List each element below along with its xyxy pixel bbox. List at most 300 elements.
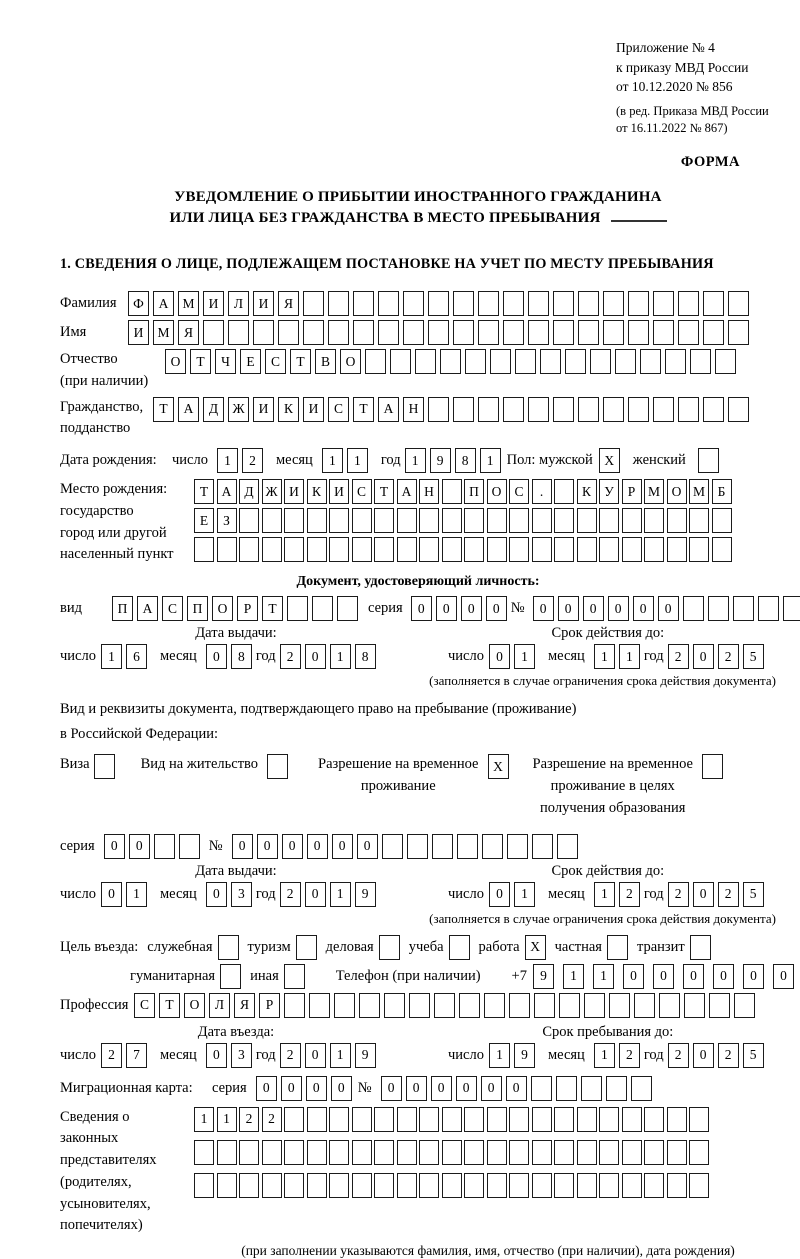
char-box[interactable] xyxy=(309,993,330,1018)
char-box[interactable] xyxy=(528,397,549,422)
char-box[interactable]: К xyxy=(278,397,299,422)
char-box[interactable] xyxy=(194,1173,214,1198)
char-box[interactable]: Т xyxy=(190,349,211,374)
char-box[interactable] xyxy=(556,1076,577,1101)
char-box[interactable] xyxy=(442,1173,462,1198)
char-box[interactable] xyxy=(440,349,461,374)
char-box[interactable]: А xyxy=(153,291,174,316)
stay-month-input[interactable] xyxy=(594,1043,644,1068)
char-box[interactable]: Д xyxy=(239,479,259,504)
char-box[interactable] xyxy=(599,537,619,562)
stay-year-input[interactable] xyxy=(668,1043,768,1068)
char-box[interactable] xyxy=(365,349,386,374)
char-box[interactable]: 1 xyxy=(347,448,368,473)
char-box[interactable] xyxy=(253,320,274,345)
citizenship-input[interactable] xyxy=(153,397,753,422)
char-box[interactable]: 0 xyxy=(693,1043,714,1068)
char-box[interactable]: П xyxy=(464,479,484,504)
char-box[interactable]: 8 xyxy=(355,644,376,669)
char-box[interactable]: О xyxy=(667,479,687,504)
char-box[interactable]: 0 xyxy=(206,1043,227,1068)
birthplace-line2-input[interactable] xyxy=(194,508,734,533)
char-box[interactable]: 1 xyxy=(489,1043,510,1068)
purpose-transit-checkbox[interactable] xyxy=(690,935,711,960)
char-box[interactable] xyxy=(478,320,499,345)
char-box[interactable] xyxy=(329,537,349,562)
char-box[interactable]: 1 xyxy=(594,1043,615,1068)
char-box[interactable] xyxy=(644,1140,664,1165)
char-box[interactable] xyxy=(428,397,449,422)
char-box[interactable] xyxy=(487,508,507,533)
char-box[interactable] xyxy=(708,596,729,621)
birth-day-input[interactable] xyxy=(217,448,267,473)
char-box[interactable] xyxy=(703,320,724,345)
char-box[interactable] xyxy=(484,993,505,1018)
char-box[interactable] xyxy=(554,1107,574,1132)
char-box[interactable] xyxy=(419,508,439,533)
char-box[interactable]: Б xyxy=(712,479,732,504)
char-box[interactable]: 2 xyxy=(619,1043,640,1068)
char-box[interactable]: 9 xyxy=(355,882,376,907)
char-box[interactable] xyxy=(374,1173,394,1198)
char-box[interactable]: 1 xyxy=(330,882,351,907)
char-box[interactable]: 2 xyxy=(239,1107,259,1132)
char-box[interactable] xyxy=(653,291,674,316)
char-box[interactable] xyxy=(599,1107,619,1132)
char-box[interactable] xyxy=(374,1140,394,1165)
char-box[interactable]: 0 xyxy=(104,834,125,859)
char-box[interactable] xyxy=(599,508,619,533)
char-box[interactable]: 0 xyxy=(456,1076,477,1101)
char-box[interactable] xyxy=(689,508,709,533)
char-box[interactable] xyxy=(515,349,536,374)
char-box[interactable] xyxy=(503,291,524,316)
char-box[interactable] xyxy=(490,349,511,374)
doc-type-input[interactable] xyxy=(112,596,362,621)
char-box[interactable] xyxy=(615,349,636,374)
char-box[interactable] xyxy=(384,993,405,1018)
char-box[interactable] xyxy=(353,291,374,316)
char-box[interactable] xyxy=(734,993,755,1018)
char-box[interactable] xyxy=(603,291,624,316)
char-box[interactable] xyxy=(578,291,599,316)
char-box[interactable]: 5 xyxy=(743,644,764,669)
char-box[interactable] xyxy=(312,596,333,621)
char-box[interactable] xyxy=(487,1173,507,1198)
visa-checkbox[interactable] xyxy=(94,754,115,779)
char-box[interactable] xyxy=(689,537,709,562)
char-box[interactable]: 0 xyxy=(431,1076,452,1101)
char-box[interactable] xyxy=(684,993,705,1018)
char-box[interactable]: 2 xyxy=(280,644,301,669)
char-box[interactable] xyxy=(329,1140,349,1165)
char-box[interactable] xyxy=(509,1107,529,1132)
char-box[interactable] xyxy=(712,537,732,562)
char-box[interactable]: Р xyxy=(622,479,642,504)
char-box[interactable] xyxy=(453,320,474,345)
doc-seriya-input[interactable] xyxy=(411,596,511,621)
char-box[interactable] xyxy=(442,1140,462,1165)
char-box[interactable]: Ф xyxy=(128,291,149,316)
char-box[interactable] xyxy=(532,834,553,859)
char-box[interactable] xyxy=(359,993,380,1018)
char-box[interactable]: 2 xyxy=(668,644,689,669)
char-box[interactable] xyxy=(284,1107,304,1132)
char-box[interactable] xyxy=(509,993,530,1018)
char-box[interactable]: 2 xyxy=(718,882,739,907)
char-box[interactable]: 7 xyxy=(126,1043,147,1068)
char-box[interactable]: 0 xyxy=(206,644,227,669)
char-box[interactable]: П xyxy=(187,596,208,621)
char-box[interactable]: 1 xyxy=(563,964,584,989)
char-box[interactable]: 1 xyxy=(514,644,535,669)
char-box[interactable] xyxy=(609,993,630,1018)
char-box[interactable]: 2 xyxy=(619,882,640,907)
char-box[interactable]: . xyxy=(532,479,552,504)
char-box[interactable] xyxy=(703,291,724,316)
surname-input[interactable] xyxy=(128,291,753,316)
char-box[interactable] xyxy=(352,508,372,533)
char-box[interactable] xyxy=(590,349,611,374)
entry-day-input[interactable] xyxy=(101,1043,151,1068)
char-box[interactable]: 1 xyxy=(593,964,614,989)
char-box[interactable] xyxy=(703,397,724,422)
char-box[interactable]: В xyxy=(315,349,336,374)
char-box[interactable]: 9 xyxy=(533,964,554,989)
char-box[interactable] xyxy=(353,320,374,345)
char-box[interactable]: О xyxy=(487,479,507,504)
char-box[interactable] xyxy=(352,1107,372,1132)
char-box[interactable] xyxy=(509,1140,529,1165)
char-box[interactable] xyxy=(758,596,779,621)
char-box[interactable] xyxy=(478,397,499,422)
char-box[interactable]: Т xyxy=(153,397,174,422)
char-box[interactable] xyxy=(712,508,732,533)
char-box[interactable]: 0 xyxy=(406,1076,427,1101)
char-box[interactable]: 0 xyxy=(653,964,674,989)
char-box[interactable]: И xyxy=(284,479,304,504)
char-box[interactable] xyxy=(554,537,574,562)
entry-month-input[interactable] xyxy=(206,1043,256,1068)
char-box[interactable] xyxy=(307,537,327,562)
char-box[interactable] xyxy=(217,537,237,562)
char-box[interactable] xyxy=(415,349,436,374)
char-box[interactable] xyxy=(278,320,299,345)
sex-male-checkbox[interactable]: X xyxy=(599,448,620,473)
char-box[interactable]: Ж xyxy=(228,397,249,422)
char-box[interactable]: Н xyxy=(419,479,439,504)
purpose-study-checkbox[interactable] xyxy=(449,935,470,960)
char-box[interactable] xyxy=(352,1173,372,1198)
char-box[interactable] xyxy=(667,508,687,533)
char-box[interactable]: 1 xyxy=(405,448,426,473)
char-box[interactable] xyxy=(419,537,439,562)
char-box[interactable]: 1 xyxy=(126,882,147,907)
char-box[interactable]: 0 xyxy=(633,596,654,621)
char-box[interactable] xyxy=(554,508,574,533)
char-box[interactable]: 0 xyxy=(332,834,353,859)
char-box[interactable]: О xyxy=(184,993,205,1018)
char-box[interactable] xyxy=(397,537,417,562)
char-box[interactable] xyxy=(565,349,586,374)
char-box[interactable]: К xyxy=(577,479,597,504)
mc-no-input[interactable] xyxy=(381,1076,656,1101)
char-box[interactable] xyxy=(606,1076,627,1101)
char-box[interactable] xyxy=(434,993,455,1018)
purpose-official-checkbox[interactable] xyxy=(218,935,239,960)
char-box[interactable]: Ч xyxy=(215,349,236,374)
char-box[interactable] xyxy=(329,1107,349,1132)
birthplace-line3-input[interactable] xyxy=(194,537,734,562)
char-box[interactable] xyxy=(464,1140,484,1165)
char-box[interactable]: 0 xyxy=(506,1076,527,1101)
resid-issue-day-input[interactable] xyxy=(101,882,151,907)
char-box[interactable]: Ж xyxy=(262,479,282,504)
char-box[interactable] xyxy=(352,1140,372,1165)
char-box[interactable]: 1 xyxy=(594,882,615,907)
char-box[interactable] xyxy=(578,320,599,345)
char-box[interactable] xyxy=(397,1107,417,1132)
resid-no-input[interactable] xyxy=(232,834,582,859)
legal-line1-input[interactable] xyxy=(194,1107,712,1132)
char-box[interactable] xyxy=(352,537,372,562)
char-box[interactable]: 0 xyxy=(129,834,150,859)
char-box[interactable]: 0 xyxy=(533,596,554,621)
char-box[interactable] xyxy=(284,1140,304,1165)
char-box[interactable] xyxy=(667,1173,687,1198)
char-box[interactable] xyxy=(194,537,214,562)
char-box[interactable] xyxy=(599,1140,619,1165)
char-box[interactable] xyxy=(503,320,524,345)
char-box[interactable]: 0 xyxy=(357,834,378,859)
char-box[interactable] xyxy=(328,320,349,345)
char-box[interactable]: М xyxy=(644,479,664,504)
char-box[interactable] xyxy=(622,537,642,562)
char-box[interactable]: Т xyxy=(194,479,214,504)
char-box[interactable]: 0 xyxy=(713,964,734,989)
char-box[interactable]: 0 xyxy=(305,644,326,669)
char-box[interactable]: 0 xyxy=(608,596,629,621)
char-box[interactable]: А xyxy=(217,479,237,504)
char-box[interactable] xyxy=(307,508,327,533)
char-box[interactable] xyxy=(783,596,800,621)
char-box[interactable] xyxy=(303,291,324,316)
char-box[interactable] xyxy=(728,397,749,422)
char-box[interactable] xyxy=(378,320,399,345)
char-box[interactable]: 1 xyxy=(217,448,238,473)
char-box[interactable] xyxy=(603,397,624,422)
char-box[interactable]: 2 xyxy=(101,1043,122,1068)
char-box[interactable]: 0 xyxy=(773,964,794,989)
char-box[interactable]: 2 xyxy=(242,448,263,473)
char-box[interactable] xyxy=(628,291,649,316)
char-box[interactable]: Т xyxy=(159,993,180,1018)
char-box[interactable]: 1 xyxy=(330,644,351,669)
char-box[interactable]: С xyxy=(509,479,529,504)
char-box[interactable]: Л xyxy=(209,993,230,1018)
char-box[interactable]: Р xyxy=(259,993,280,1018)
char-box[interactable] xyxy=(303,320,324,345)
char-box[interactable]: С xyxy=(162,596,183,621)
char-box[interactable] xyxy=(667,537,687,562)
char-box[interactable] xyxy=(390,349,411,374)
birth-month-input[interactable] xyxy=(322,448,372,473)
char-box[interactable] xyxy=(622,1173,642,1198)
char-box[interactable]: 1 xyxy=(594,644,615,669)
char-box[interactable] xyxy=(554,479,574,504)
char-box[interactable]: 2 xyxy=(668,1043,689,1068)
char-box[interactable]: Т xyxy=(353,397,374,422)
char-box[interactable] xyxy=(689,1140,709,1165)
char-box[interactable] xyxy=(599,1173,619,1198)
char-box[interactable] xyxy=(683,596,704,621)
char-box[interactable] xyxy=(378,291,399,316)
char-box[interactable] xyxy=(154,834,175,859)
char-box[interactable]: И xyxy=(329,479,349,504)
char-box[interactable] xyxy=(453,291,474,316)
char-box[interactable]: О xyxy=(212,596,233,621)
char-box[interactable] xyxy=(228,320,249,345)
resid-valid-month-input[interactable] xyxy=(594,882,644,907)
char-box[interactable]: 8 xyxy=(231,644,252,669)
char-box[interactable] xyxy=(640,349,661,374)
char-box[interactable] xyxy=(528,320,549,345)
char-box[interactable]: А xyxy=(397,479,417,504)
legal-line3-input[interactable] xyxy=(194,1173,712,1198)
birth-year-input[interactable] xyxy=(405,448,505,473)
birthplace-line1-input[interactable] xyxy=(194,479,734,504)
char-box[interactable] xyxy=(179,834,200,859)
char-box[interactable] xyxy=(284,537,304,562)
doc-valid-month-input[interactable] xyxy=(594,644,644,669)
char-box[interactable]: 9 xyxy=(514,1043,535,1068)
char-box[interactable] xyxy=(532,537,552,562)
char-box[interactable]: И xyxy=(203,291,224,316)
char-box[interactable]: Т xyxy=(290,349,311,374)
char-box[interactable]: 0 xyxy=(743,964,764,989)
char-box[interactable] xyxy=(403,320,424,345)
char-box[interactable] xyxy=(631,1076,652,1101)
sex-female-checkbox[interactable] xyxy=(698,448,719,473)
purpose-business-checkbox[interactable] xyxy=(379,935,400,960)
char-box[interactable]: 0 xyxy=(583,596,604,621)
char-box[interactable]: А xyxy=(137,596,158,621)
char-box[interactable] xyxy=(644,537,664,562)
char-box[interactable] xyxy=(507,834,528,859)
char-box[interactable] xyxy=(487,1140,507,1165)
rvp-education-checkbox[interactable] xyxy=(702,754,723,779)
char-box[interactable] xyxy=(428,291,449,316)
patronymic-input[interactable] xyxy=(165,349,740,374)
resid-seriya-input[interactable] xyxy=(104,834,204,859)
name-input[interactable] xyxy=(128,320,753,345)
char-box[interactable] xyxy=(284,993,305,1018)
char-box[interactable] xyxy=(397,1173,417,1198)
char-box[interactable] xyxy=(644,508,664,533)
char-box[interactable] xyxy=(328,291,349,316)
char-box[interactable]: 1 xyxy=(217,1107,237,1132)
char-box[interactable] xyxy=(334,993,355,1018)
char-box[interactable]: 1 xyxy=(480,448,501,473)
char-box[interactable] xyxy=(532,1107,552,1132)
char-box[interactable]: Т xyxy=(374,479,394,504)
char-box[interactable]: Л xyxy=(228,291,249,316)
char-box[interactable]: 0 xyxy=(381,1076,402,1101)
char-box[interactable] xyxy=(678,320,699,345)
char-box[interactable] xyxy=(459,993,480,1018)
char-box[interactable] xyxy=(239,1140,259,1165)
char-box[interactable]: 0 xyxy=(486,596,507,621)
char-box[interactable] xyxy=(622,1140,642,1165)
char-box[interactable] xyxy=(581,1076,602,1101)
char-box[interactable] xyxy=(509,537,529,562)
char-box[interactable]: А xyxy=(178,397,199,422)
char-box[interactable]: 2 xyxy=(668,882,689,907)
char-box[interactable]: 2 xyxy=(280,1043,301,1068)
char-box[interactable]: 8 xyxy=(455,448,476,473)
char-box[interactable]: 1 xyxy=(194,1107,214,1132)
char-box[interactable] xyxy=(428,320,449,345)
resid-valid-year-input[interactable] xyxy=(668,882,768,907)
char-box[interactable] xyxy=(329,1173,349,1198)
char-box[interactable] xyxy=(715,349,736,374)
char-box[interactable] xyxy=(457,834,478,859)
char-box[interactable]: И xyxy=(253,397,274,422)
char-box[interactable] xyxy=(709,993,730,1018)
char-box[interactable]: З xyxy=(217,508,237,533)
char-box[interactable] xyxy=(419,1173,439,1198)
char-box[interactable] xyxy=(665,349,686,374)
char-box[interactable] xyxy=(482,834,503,859)
char-box[interactable]: 0 xyxy=(658,596,679,621)
entry-year-input[interactable] xyxy=(280,1043,380,1068)
char-box[interactable]: 3 xyxy=(231,1043,252,1068)
char-box[interactable] xyxy=(239,508,259,533)
char-box[interactable] xyxy=(622,508,642,533)
resid-issue-year-input[interactable] xyxy=(280,882,380,907)
char-box[interactable]: 0 xyxy=(306,1076,327,1101)
resid-valid-day-input[interactable] xyxy=(489,882,539,907)
doc-valid-day-input[interactable] xyxy=(489,644,539,669)
char-box[interactable]: 0 xyxy=(489,644,510,669)
legal-line2-input[interactable] xyxy=(194,1140,712,1165)
char-box[interactable] xyxy=(409,993,430,1018)
char-box[interactable] xyxy=(577,1107,597,1132)
char-box[interactable] xyxy=(540,349,561,374)
char-box[interactable] xyxy=(453,397,474,422)
char-box[interactable] xyxy=(419,1140,439,1165)
char-box[interactable] xyxy=(622,1107,642,1132)
char-box[interactable] xyxy=(577,1140,597,1165)
char-box[interactable]: 2 xyxy=(262,1107,282,1132)
char-box[interactable] xyxy=(553,291,574,316)
char-box[interactable] xyxy=(577,537,597,562)
char-box[interactable]: М xyxy=(689,479,709,504)
char-box[interactable]: 0 xyxy=(623,964,644,989)
doc-valid-year-input[interactable] xyxy=(668,644,768,669)
char-box[interactable]: 0 xyxy=(282,834,303,859)
purpose-tourism-checkbox[interactable] xyxy=(296,935,317,960)
char-box[interactable] xyxy=(203,320,224,345)
char-box[interactable]: 0 xyxy=(281,1076,302,1101)
char-box[interactable] xyxy=(532,508,552,533)
char-box[interactable]: 0 xyxy=(693,882,714,907)
char-box[interactable] xyxy=(628,397,649,422)
char-box[interactable] xyxy=(262,508,282,533)
char-box[interactable]: У xyxy=(599,479,619,504)
char-box[interactable] xyxy=(284,508,304,533)
char-box[interactable] xyxy=(374,537,394,562)
